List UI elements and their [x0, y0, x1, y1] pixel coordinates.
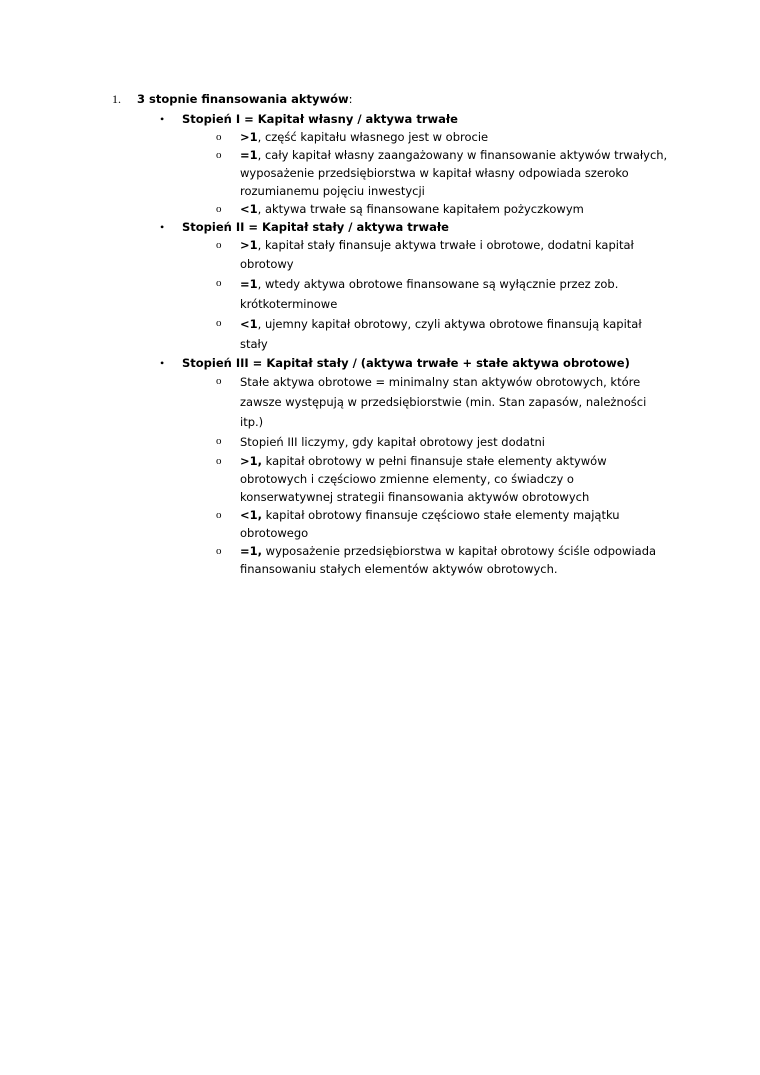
item-text: wyposażenie przedsiębiorstwa w kapitał obrotowy ściśle odpowiada finansowaniu stałych elementów aktywów obrotowych. [240, 544, 657, 576]
list-item [0, 506, 760, 542]
list-number: 1. [112, 92, 121, 106]
item-lead: <1, [240, 508, 263, 522]
item-text: Stopień III liczymy, gdy kapitał obrotowy jest dodatni [240, 435, 545, 449]
item-text: , kapitał stały finansuje aktywa trwałe i obrotowe, dodatni kapitał obrotowy [240, 238, 634, 271]
list-item [0, 200, 760, 218]
item-text: kapitał obrotowy finansuje częściowo stałe elementy majątku obrotowego [240, 508, 620, 540]
list-heading-suffix: : [348, 92, 353, 106]
item-text: , aktywa trwałe są finansowane kapitałem pożyczkowym [257, 202, 584, 216]
list-item [0, 128, 760, 146]
bullet-item-stopien-3 [0, 354, 760, 372]
bullet-title: Stopień I = Kapitał własny / aktywa trwałe [182, 112, 458, 126]
list-item [0, 372, 760, 432]
item-lead: =1 [240, 277, 258, 291]
item-lead: =1, [240, 544, 263, 558]
item-text: Stałe aktywa obrotowe = minimalny stan aktywów obrotowych, które zawsze występują w przedsiębiorstwie (min. Stan zapasów, należności itp.) [240, 375, 647, 429]
circle-bullet-icon: o [216, 203, 222, 215]
item-lead: <1 [240, 202, 258, 216]
item-lead: >1 [240, 130, 258, 144]
circle-bullet-icon: o [216, 277, 222, 289]
item-text: , ujemny kapitał obrotowy, czyli aktywa obrotowe finansują kapitał stały [240, 317, 642, 351]
item-text: , część kapitału własnego jest w obrocie [257, 130, 489, 144]
list-item [0, 314, 760, 354]
list-item [0, 432, 760, 452]
circle-bullet-icon: o [216, 239, 222, 251]
list-item [0, 274, 760, 314]
item-lead: =1 [240, 148, 258, 162]
bullet-title: Stopień III = Kapitał stały / (aktywa trwałe + stałe aktywa obrotowe) [182, 356, 630, 370]
bullet-dot-icon: • [160, 220, 165, 234]
bullet-item-stopien-2 [0, 218, 760, 236]
item-lead: >1 [240, 238, 258, 252]
circle-bullet-icon: o [216, 455, 222, 467]
list-item [0, 452, 760, 506]
item-text: , cały kapitał własny zaangażowany w finansowanie aktywów trwałych, wyposażenie przedsiębiorstwa w kapitał własny odpowiada szeroko rozumianemu pojęciu inwestycji [240, 148, 668, 198]
circle-bullet-icon: o [216, 131, 222, 143]
item-text: kapitał obrotowy w pełni finansuje stałe elementy aktywów obrotowych i częściowo zmienne elementy, co świadczy o konserwatywnej strategii finansowania aktywów obrotowych [240, 454, 607, 504]
circle-bullet-icon: o [216, 149, 222, 161]
item-lead: >1, [240, 454, 263, 468]
list-item [0, 542, 760, 578]
list-item [0, 236, 760, 274]
item-lead: <1 [240, 317, 258, 331]
numbered-item [0, 90, 760, 110]
circle-bullet-icon: o [216, 435, 222, 447]
bullet-dot-icon: • [160, 356, 165, 370]
bullet-item-stopien-1 [0, 110, 760, 128]
bullet-title: Stopień II = Kapitał stały / aktywa trwałe [182, 220, 449, 234]
list-heading: 3 stopnie finansowania aktywów [137, 92, 349, 106]
item-text: , wtedy aktywa obrotowe finansowane są wyłącznie przez zob. krótkoterminowe [240, 277, 619, 311]
bullet-dot-icon: • [160, 112, 165, 126]
circle-bullet-icon: o [216, 509, 222, 521]
circle-bullet-icon: o [216, 545, 222, 557]
document-content [0, 90, 760, 578]
circle-bullet-icon: o [216, 375, 222, 387]
circle-bullet-icon: o [216, 317, 222, 329]
list-item [0, 146, 760, 200]
